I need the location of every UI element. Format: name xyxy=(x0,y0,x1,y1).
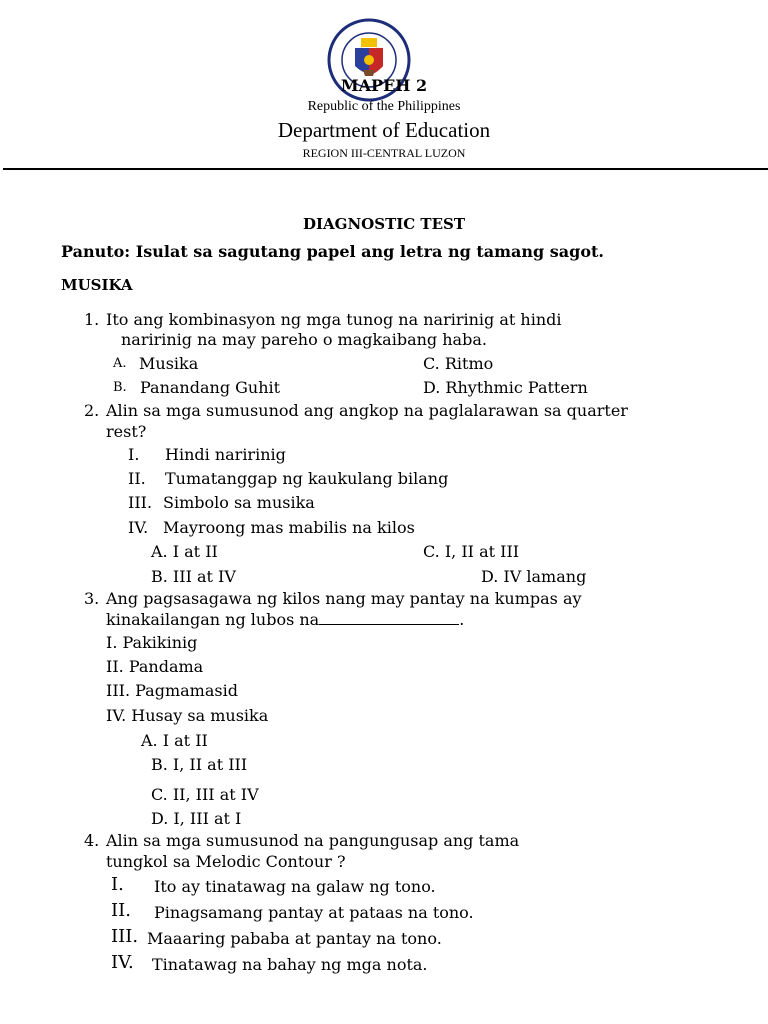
roman-numeral: I. xyxy=(111,874,124,895)
statement-item: Simbolo sa musika xyxy=(163,493,315,512)
header-divider xyxy=(3,168,768,170)
statement-item: Pinagsamang pantay at pataas na tono. xyxy=(154,903,474,922)
statement-item: I. Pakikinig xyxy=(106,633,198,652)
statement-item: Ito ay tinatawag na galaw ng tono. xyxy=(154,877,436,896)
statement-item: Tumatanggap ng kaukulang bilang xyxy=(165,469,449,488)
choice-b: B. III at IV xyxy=(151,567,236,586)
choice-letter: A. xyxy=(113,356,127,371)
statement-item: Maaaring pababa at pantay na tono. xyxy=(147,929,442,948)
department-title: Department of Education xyxy=(277,118,491,142)
choice-c: C. I, II at III xyxy=(423,542,520,561)
region-label: REGION III-CENTRAL LUZON xyxy=(302,146,466,160)
choice-a: A. I at II xyxy=(141,731,208,750)
question-text: kinakailangan ng lubos na xyxy=(106,610,320,629)
choice-letter: B. xyxy=(113,380,127,395)
test-title: DIAGNOSTIC TEST xyxy=(302,215,465,233)
question-text-line: naririnig na may pareho o magkaibang haba. xyxy=(121,330,487,349)
question-text-line: Alin sa mga sumusunod ang angkop na paglalarawan sa quarter xyxy=(106,401,628,420)
question-text-line: Ito ang kombinasyon ng mga tunog na naririnig at hindi xyxy=(106,310,562,329)
roman-numeral: II. xyxy=(111,900,131,921)
question-text-line: Alin sa mga sumusunod na pangungusap ang tama xyxy=(106,831,520,850)
statement-item: Mayroong mas mabilis na kilos xyxy=(163,518,415,537)
roman-numeral: III. xyxy=(111,926,139,947)
instructions: Panuto: Isulat sa sagutang papel ang letra ng tamang sagot. xyxy=(61,242,604,261)
period: . xyxy=(459,610,465,629)
subject-title: MAPEH 2 xyxy=(340,76,428,95)
roman-numeral: IV. xyxy=(128,518,149,537)
roman-numeral: III. xyxy=(128,493,153,512)
question-text-line: rest? xyxy=(106,422,147,441)
question-number: 2. xyxy=(84,401,100,420)
statement-item: Tinatawag na bahay ng mga nota. xyxy=(152,955,428,974)
roman-numeral: II. xyxy=(128,469,146,488)
choice-c: C. II, III at IV xyxy=(151,785,259,804)
roman-numeral: IV. xyxy=(111,952,134,973)
statement-item: II. Pandama xyxy=(106,657,204,676)
question-number: 1. xyxy=(84,310,100,329)
section-heading: MUSIKA xyxy=(61,276,133,294)
choice-c: C. Ritmo xyxy=(423,354,494,373)
statement-item: III. Pagmamasid xyxy=(106,681,238,700)
republic-label: Republic of the Philippines xyxy=(307,99,461,114)
choice-b: Panandang Guhit xyxy=(140,378,281,397)
statement-item: Hindi naririnig xyxy=(165,445,286,464)
question-text-line: Ang pagsasagawa ng kilos nang may pantay na kumpas ay xyxy=(106,589,582,608)
choice-d: D. I, III at I xyxy=(151,809,242,828)
choice-a: Musika xyxy=(139,354,199,373)
statement-item: IV. Husay sa musika xyxy=(106,706,269,725)
question-number: 4. xyxy=(84,831,100,850)
answer-blank xyxy=(319,612,459,625)
choice-d: D. Rhythmic Pattern xyxy=(423,378,588,397)
question-text-line xyxy=(106,610,464,629)
choice-b: B. I, II at III xyxy=(151,755,248,774)
choice-d: D. IV lamang xyxy=(481,567,587,586)
question-number: 3. xyxy=(84,589,100,608)
choice-a: A. I at II xyxy=(151,542,218,561)
roman-numeral: I. xyxy=(128,445,140,464)
question-text-line: tungkol sa Melodic Contour ? xyxy=(106,852,346,871)
